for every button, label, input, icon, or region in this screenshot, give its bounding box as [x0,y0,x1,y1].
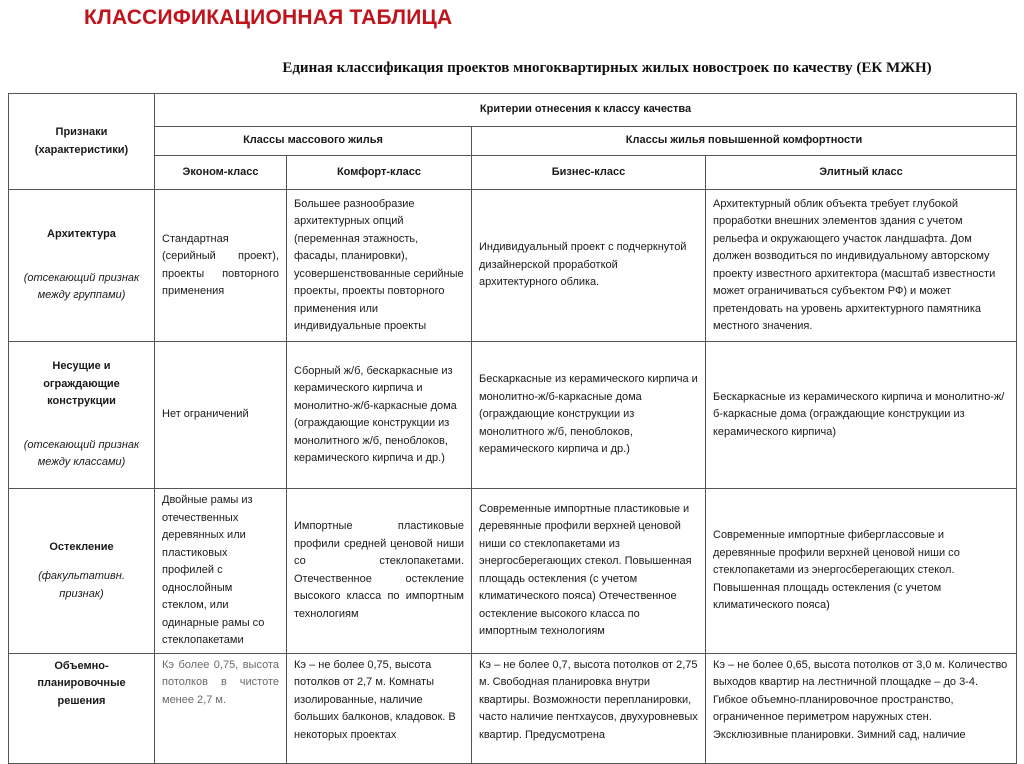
criteria-cell [155,190,287,342]
feature-cell [9,489,155,654]
document-subheading: Единая классификация проектов многоквартирных жилых новостроек по качеству (ЕК МЖН) [282,60,932,76]
feature-cell [9,342,155,489]
criteria-cell [287,489,472,654]
header-criteria: Критерии отнесения к классу качества [155,94,1017,127]
table-row [9,489,1017,654]
header-class-elite: Элитный класс [706,156,1017,190]
feature-label: Архитектура [47,228,116,241]
criteria-cell [472,342,706,489]
criteria-text: Индивидуальный проект с подчеркнутой дизайнерской проработкой архитектурного облика. [479,241,687,289]
table-row [9,653,1017,763]
criteria-text: Бескаркасные из керамического кирпича и монолитно-ж/б-каркасные дома (ограждающие конструкции из керамического кирпича) [713,390,1005,438]
feature-note: (отсекающий признак между классами) [23,438,140,469]
feature-cell [9,653,155,763]
criteria-text: Нет ограничений [162,408,249,421]
criteria-text: Архитектурный облик объекта требует глубокой проработки внешних элементов здания с учетом рельефа и окружающего участок ландшафта. Дом должен возводиться по индивидуальному авторскому проекту известного архитектора (масштаб известности может ограничиваться субъектом РФ) и может претендовать на уровень архитектурного памятника местного значения. [713,197,996,332]
header-comfort-housing: Классы жилья повышенной комфортности [472,127,1017,156]
header-class-business: Бизнес-класс [472,156,706,190]
header-mass-housing: Классы массового жилья [155,127,472,156]
criteria-cell [472,190,706,342]
feature-label: Остекление [49,540,114,553]
header-class-comfort: Комфорт-класс [287,156,472,190]
document-heading: КЛАССИФИКАЦИОННАЯ ТАБЛИЦА [84,6,453,29]
criteria-cell [155,653,287,763]
table-row [9,190,1017,342]
criteria-cell [155,342,287,489]
criteria-text: Двойные рамы из отечественных деревянных или пластиковых профилей с однослойным стеклом, или одинарные рамы со стеклопакетами [162,494,265,646]
table-row [9,342,1017,489]
feature-note: (отсекающий признак между группами) [23,271,140,302]
feature-note: (факультативн. признак) [38,570,125,600]
feature-cell [9,190,155,342]
criteria-text: Кэ – не более 0,65, высота потолков от 3,0 м. Количество выходов квартир на лестничной площадке – до 3-4. Гибкое объемно-планировочное пространство, ограниченное периметром наружных стен. Эксклюзивные планировки. Зимний сад, наличие [713,658,1008,741]
criteria-cell [287,190,472,342]
criteria-text: Бескаркасные из керамического кирпича и монолитно-ж/б-каркасные дома (ограждающие конструкции из монолитного ж/б, пеноблоков, керамического кирпича и др.) [479,373,698,456]
criteria-cell [155,489,287,654]
criteria-cell [706,653,1017,763]
criteria-cell [472,653,706,763]
criteria-text: Кэ – не более 0,75, высота потолков от 2,7 м. Комнаты изолированные, наличие больших балконов, кладовок. В некоторых проектах [294,658,456,741]
criteria-text: Сборный ж/б, бескаркасные из керамического кирпича и монолитно-ж/б-каркасные дома (ограждающие конструкции из монолитного ж/б, пеноблоков, керамического кирпича и др.) [294,364,457,464]
criteria-cell [706,342,1017,489]
criteria-text: Кэ более 0,75, высота потолков в чистоте менее 2,7 м. [162,658,279,706]
criteria-cell [287,653,472,763]
header-features: Признаки (характеристики) [9,94,155,190]
criteria-text: Импортные пластиковые профили средней ценовой ниши со стеклопакетами. Отечественное остекление высокого класса по импортным технологиям [294,520,464,620]
criteria-cell [706,190,1017,342]
criteria-text: Кэ – не более 0,7, высота потолков от 2,75 м. Свободная планировка внутри квартиры. Возможности перепланировки, часто наличие пентхаусов, двухуровневых квартир. Предусмотрена [479,658,698,741]
criteria-text: Современные импортные пластиковые и деревянные профили верхней ценовой ниши со стеклопакетами из энергосберегающих стекол. Повышенная площадь остекления (с учетом климатического пояса) Отечественное остекление высокого класса по импортным технологиям [479,502,692,638]
header-class-economy: Эконом-класс [155,156,287,190]
classification-table [8,93,1017,764]
feature-label: Объемно-планировочные решения [37,659,126,707]
criteria-text: Стандартная (серийный проект), проекты повторного применения [162,232,279,297]
criteria-cell [472,489,706,654]
feature-label: Несущие и ограждающие конструкции [43,360,120,408]
criteria-text: Современные импортные фибергласcовые и деревянные профили верхней ценовой ниши со стеклопакетами из энергосберегающих стекол. Повышенная площадь остекления (с учетом климатического пояса) [713,529,960,611]
criteria-cell [706,489,1017,654]
criteria-text: Большее разнообразие архитектурных опций (переменная этажность, фасады, планировки), усовершенствованные серийные проекты, проекты повторного применения или индивидуальные проекты [294,197,464,332]
criteria-cell [287,342,472,489]
